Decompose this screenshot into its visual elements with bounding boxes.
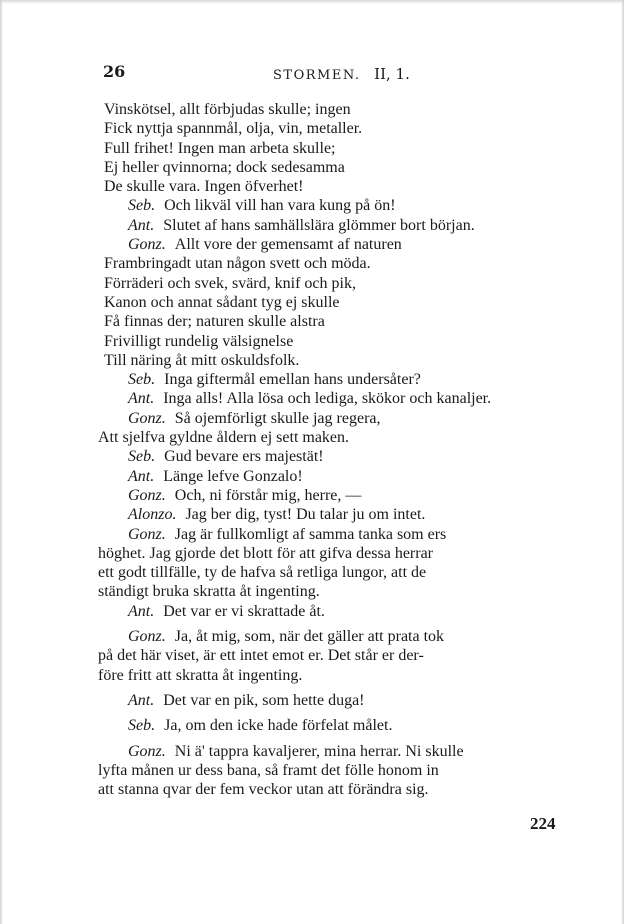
text-line [98, 761, 576, 780]
text-line [98, 254, 576, 273]
text-line [98, 428, 576, 447]
text-line [98, 742, 576, 761]
text-line [98, 447, 576, 466]
scan-edge-top [0, 0, 624, 4]
line-text: Och likväl vill han vara kung på ön! [164, 197, 396, 215]
running-head [273, 65, 410, 83]
speaker-name: Gonz. [128, 236, 166, 254]
line-text: ständigt bruka skratta åt ingenting. [98, 583, 320, 601]
speaker-name: Ant. [128, 691, 155, 709]
line-text: höghet. Jag gjorde det blott för att gifva dessa herrar [98, 544, 433, 562]
play-text [98, 100, 576, 799]
line-text: Inga alls! Alla lösa och lediga, skökor och kanaljer. [163, 390, 492, 408]
speaker-name: Gonz. [128, 486, 166, 504]
speaker-name: Alonzo. [128, 506, 177, 524]
speaker-name: Ant. [128, 467, 155, 485]
line-text: Det var en pik, som hette duga! [163, 691, 365, 709]
text-line [98, 196, 576, 215]
line-text: Länge lefve Gonzalo! [163, 467, 303, 485]
text-line [98, 293, 576, 312]
line-text: Gud bevare ers majestät! [164, 448, 324, 466]
text-line [98, 716, 576, 735]
line-text: Frivilligt rundelig välsignelse [104, 332, 294, 350]
line-text: Full frihet! Ingen man arbeta skulle; [104, 139, 336, 157]
line-text: Jag ber dig, tyst! Du talar ju om intet. [185, 506, 426, 524]
text-line [98, 312, 576, 331]
line-text: Det var er vi skrattade åt. [163, 602, 325, 620]
speaker-name: Ant. [128, 216, 155, 234]
line-text: Och, ni förstår mig, herre, — [174, 486, 362, 504]
line-text: Till näring åt mitt oskuldsfolk. [104, 351, 300, 369]
text-line [98, 544, 576, 563]
line-text: Ja, om den icke hade förfelat målet. [164, 717, 393, 735]
text-line [98, 602, 576, 621]
line-text: Kanon och annat sådant tyg ej skulle [104, 293, 340, 311]
line-text: Så ojemförligt skulle jag regera, [174, 409, 381, 427]
speaker-name: Seb. [128, 717, 156, 735]
text-line [98, 389, 576, 408]
text-line [98, 691, 576, 710]
text-line [98, 119, 576, 138]
line-text: ett godt tillfälle, ty de hafva så retliga lungor, att de [98, 564, 427, 582]
text-line [98, 177, 576, 196]
line-text: De skulle vara. Ingen öfverhet! [104, 178, 304, 196]
text-line [98, 370, 576, 389]
text-line [98, 486, 576, 505]
text-line [98, 525, 576, 544]
line-text: Att sjelfva gyldne åldern ej sett maken. [98, 429, 350, 447]
running-head-title: STORMEN. [273, 68, 361, 83]
speaker-name: Seb. [128, 371, 156, 389]
running-head-act-scene: II, 1. [374, 65, 410, 83]
speaker-name: Ant. [128, 602, 155, 620]
line-text: före fritt att skratta åt ingenting. [98, 666, 303, 684]
line-text: lyfta månen ur dess bana, så framt det fölle honom in [98, 761, 439, 779]
line-text: Ni ä' tappra kavaljerer, mina herrar. Ni skulle [174, 742, 464, 760]
text-line [98, 467, 576, 486]
scan-edge-left [0, 0, 3, 924]
text-line [98, 235, 576, 254]
speaker-name: Seb. [128, 197, 156, 215]
line-text: Jag är fullkomligt af samma tanka som ers [174, 525, 447, 543]
line-text: Slutet af hans samhällslära glömmer bort början. [163, 216, 475, 234]
speaker-name: Gonz. [128, 742, 166, 760]
printer-signature-mark: 224 [530, 814, 556, 833]
speaker-name: Gonz. [128, 628, 166, 646]
line-text: Frambringadt utan någon svett och möda. [104, 255, 371, 273]
text-line [98, 158, 576, 177]
line-text: Inga giftermål emellan hans undersåter? [164, 371, 421, 389]
text-line [98, 139, 576, 158]
line-text: Vinskötsel, allt förbjudas skulle; ingen [104, 101, 351, 118]
text-line [98, 100, 576, 119]
text-line [98, 351, 576, 370]
line-text: Ja, åt mig, som, när det gäller att prata tok [174, 628, 445, 646]
page-number: 26 [103, 62, 126, 81]
line-text: Förräderi och svek, svärd, knif och pik, [104, 274, 356, 292]
text-line [98, 780, 576, 799]
text-line [98, 646, 576, 665]
text-line [98, 666, 576, 685]
text-line [98, 274, 576, 293]
text-line [98, 332, 576, 351]
line-text: på det här viset, är ett intet emot er. Det står er der- [98, 647, 424, 665]
text-line [98, 563, 576, 582]
text-line [98, 409, 576, 428]
line-text: Allt vore der gemensamt af naturen [174, 236, 402, 254]
line-text: Få finnas der; naturen skulle alstra [104, 313, 325, 331]
text-line [98, 216, 576, 235]
speaker-name: Seb. [128, 448, 156, 466]
line-text: att stanna qvar der fem veckor utan att förändra sig. [98, 781, 429, 799]
speaker-name: Gonz. [128, 409, 166, 427]
speaker-name: Ant. [128, 390, 155, 408]
speaker-name: Gonz. [128, 525, 166, 543]
text-line [98, 627, 576, 646]
text-line [98, 582, 576, 601]
line-text: Fick nyttja spannmål, olja, vin, metaller. [104, 120, 363, 138]
text-line [98, 505, 576, 524]
line-text: Ej heller qvinnorna; dock sedesamma [104, 158, 345, 176]
